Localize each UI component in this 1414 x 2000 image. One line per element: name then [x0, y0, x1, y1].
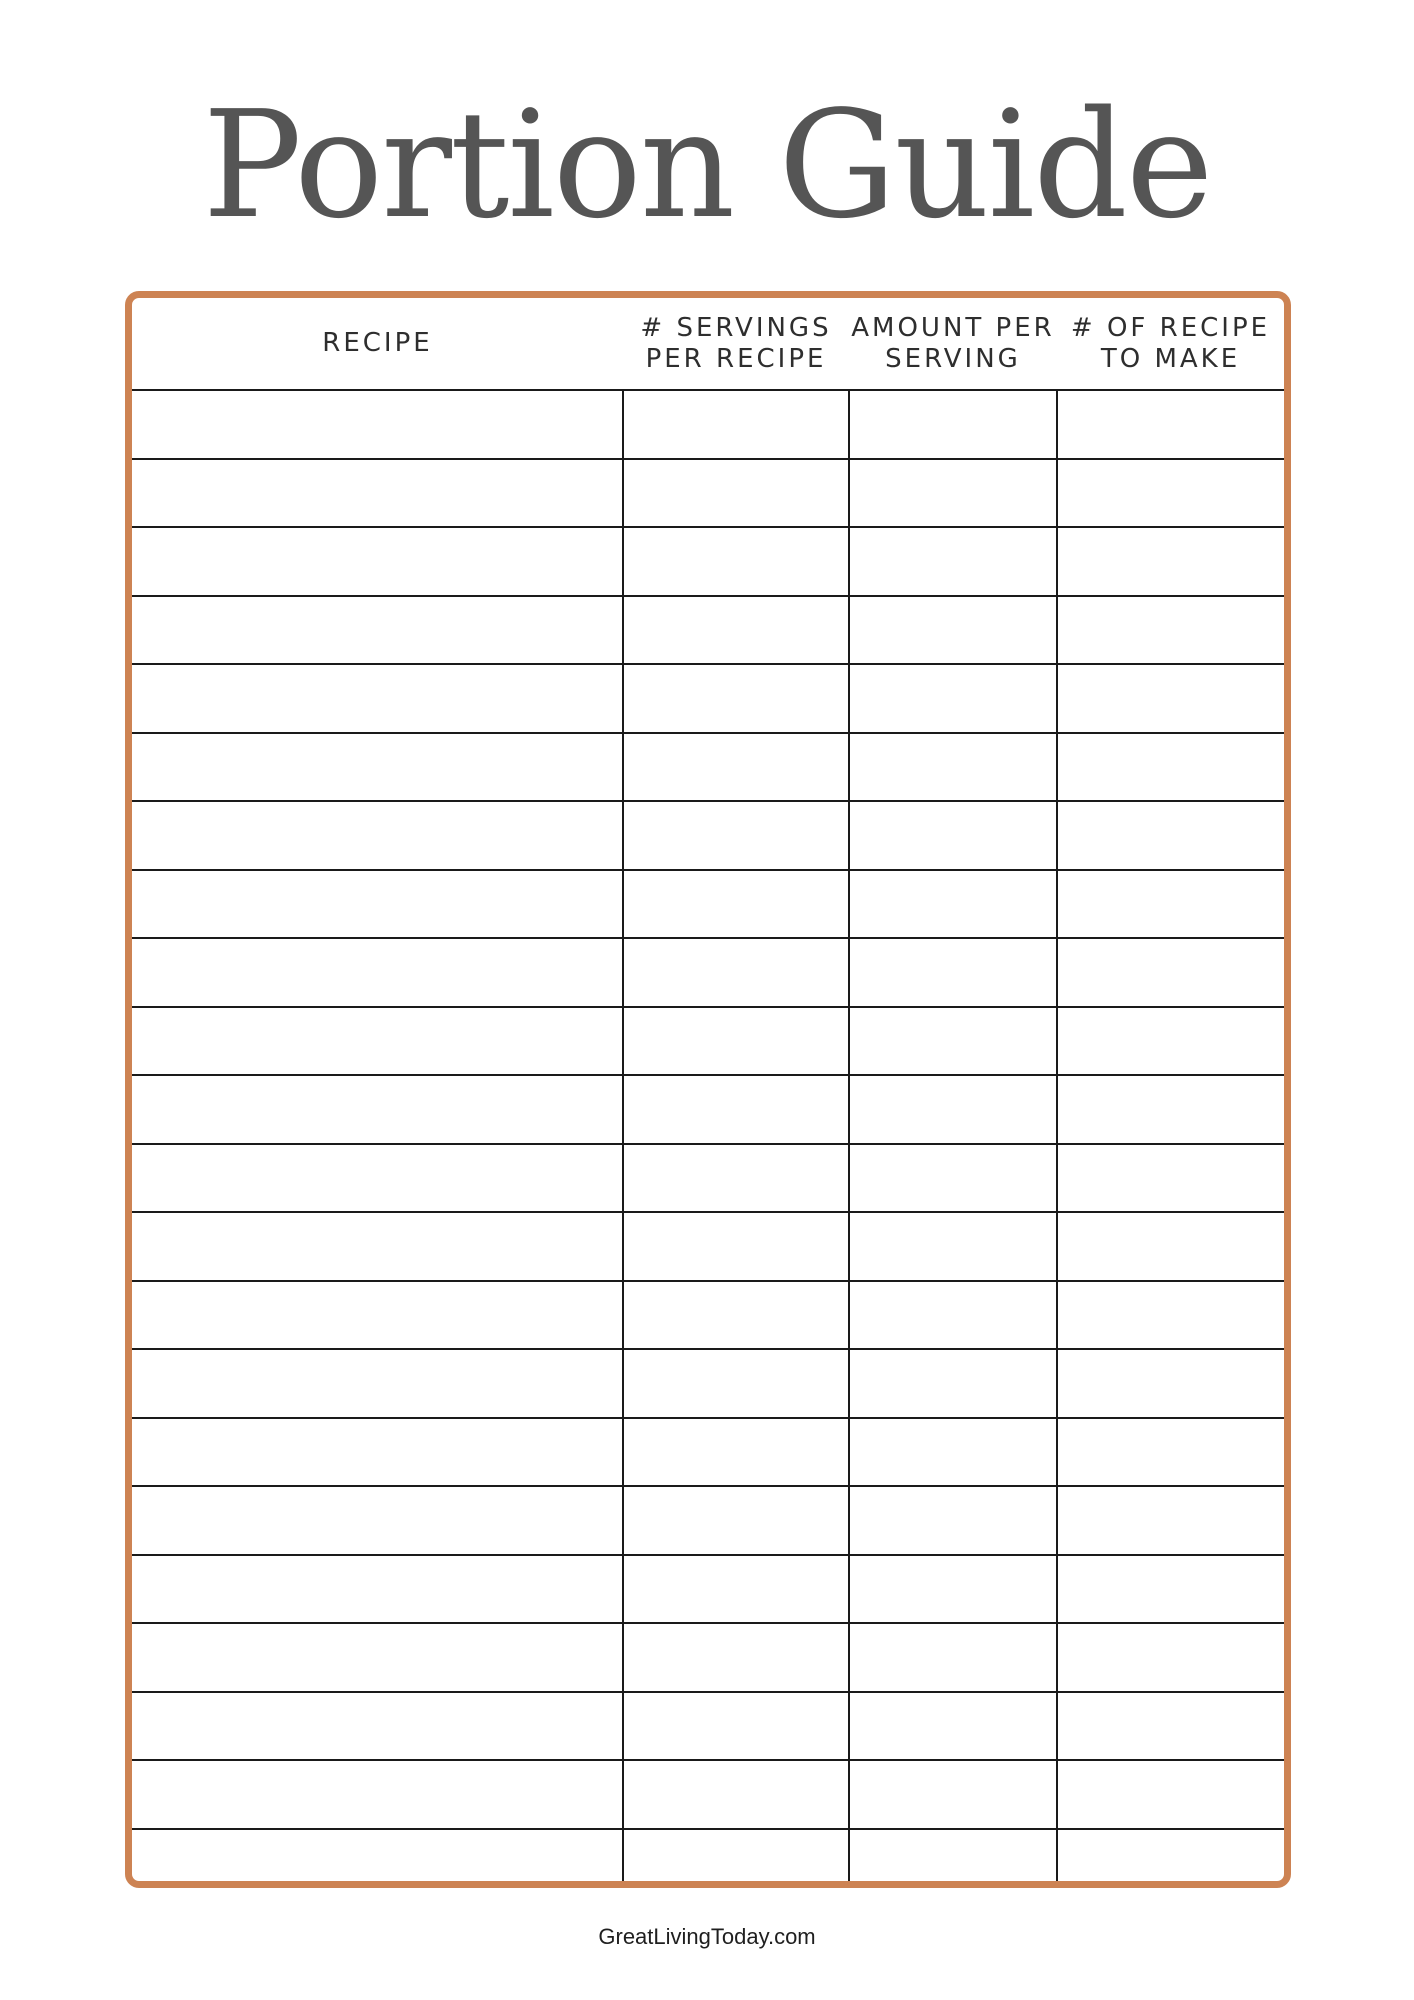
cell-servings-per-recipe[interactable] [623, 1075, 849, 1144]
portion-table-frame [125, 291, 1291, 1888]
cell-amount-per-serving[interactable] [849, 390, 1057, 459]
cell-recipes-to-make[interactable] [1057, 870, 1284, 939]
header-recipe [132, 298, 623, 390]
cell-servings-per-recipe[interactable] [623, 1144, 849, 1213]
cell-recipes-to-make[interactable] [1057, 390, 1284, 459]
cell-amount-per-serving[interactable] [849, 596, 1057, 665]
cell-recipe[interactable] [132, 390, 623, 459]
cell-recipes-to-make[interactable] [1057, 1144, 1284, 1213]
cell-servings-per-recipe[interactable] [623, 390, 849, 459]
cell-recipe[interactable] [132, 1486, 623, 1555]
header-make-line1: # OF RECIPE [1070, 312, 1271, 343]
cell-amount-per-serving[interactable] [849, 1007, 1057, 1076]
cell-recipes-to-make[interactable] [1057, 1692, 1284, 1761]
cell-servings-per-recipe[interactable] [623, 1829, 849, 1889]
cell-recipe[interactable] [132, 1418, 623, 1487]
cell-recipe[interactable] [132, 527, 623, 596]
cell-recipes-to-make[interactable] [1057, 1829, 1284, 1889]
cell-recipes-to-make[interactable] [1057, 1623, 1284, 1692]
table-row [132, 1281, 1284, 1350]
cell-recipe[interactable] [132, 1829, 623, 1889]
cell-amount-per-serving[interactable] [849, 1623, 1057, 1692]
cell-servings-per-recipe[interactable] [623, 527, 849, 596]
cell-amount-per-serving[interactable] [849, 938, 1057, 1007]
cell-recipe[interactable] [132, 1007, 623, 1076]
cell-recipe[interactable] [132, 1144, 623, 1213]
header-amount-line1: AMOUNT PER [851, 312, 1055, 343]
cell-servings-per-recipe[interactable] [623, 664, 849, 733]
cell-servings-per-recipe[interactable] [623, 1007, 849, 1076]
table-row [132, 1075, 1284, 1144]
table-row [132, 733, 1284, 802]
cell-amount-per-serving[interactable] [849, 870, 1057, 939]
cell-servings-per-recipe[interactable] [623, 1212, 849, 1281]
cell-recipe[interactable] [132, 1760, 623, 1829]
table-body [132, 390, 1284, 1888]
cell-servings-per-recipe[interactable] [623, 459, 849, 528]
table-header-row [132, 298, 1284, 390]
table-row [132, 664, 1284, 733]
table-row [132, 459, 1284, 528]
cell-servings-per-recipe[interactable] [623, 1692, 849, 1761]
cell-recipes-to-make[interactable] [1057, 1212, 1284, 1281]
page-title: Portion Guide [202, 79, 1212, 251]
table-row [132, 938, 1284, 1007]
header-recipe-line1: RECIPE [322, 328, 433, 358]
table-row [132, 1144, 1284, 1213]
cell-recipe[interactable] [132, 801, 623, 870]
cell-servings-per-recipe[interactable] [623, 1623, 849, 1692]
table-row [132, 390, 1284, 459]
cell-recipe[interactable] [132, 938, 623, 1007]
table-row [132, 527, 1284, 596]
cell-recipes-to-make[interactable] [1057, 459, 1284, 528]
cell-recipe[interactable] [132, 664, 623, 733]
footer-website: GreatLivingToday.com [598, 1924, 816, 1949]
table-row [132, 1418, 1284, 1487]
cell-recipe[interactable] [132, 1281, 623, 1350]
cell-amount-per-serving[interactable] [849, 1486, 1057, 1555]
cell-recipes-to-make[interactable] [1057, 938, 1284, 1007]
table-row [132, 801, 1284, 870]
cell-recipes-to-make[interactable] [1057, 596, 1284, 665]
cell-amount-per-serving[interactable] [849, 1829, 1057, 1889]
table-row [132, 870, 1284, 939]
cell-recipe[interactable] [132, 1623, 623, 1692]
cell-amount-per-serving[interactable] [849, 1555, 1057, 1624]
cell-recipes-to-make[interactable] [1057, 1760, 1284, 1829]
cell-recipe[interactable] [132, 1349, 623, 1418]
cell-servings-per-recipe[interactable] [623, 1418, 849, 1487]
cell-amount-per-serving[interactable] [849, 733, 1057, 802]
cell-servings-per-recipe[interactable] [623, 938, 849, 1007]
table-row [132, 1349, 1284, 1418]
cell-amount-per-serving[interactable] [849, 1075, 1057, 1144]
cell-amount-per-serving[interactable] [849, 664, 1057, 733]
cell-recipes-to-make[interactable] [1057, 1281, 1284, 1350]
cell-servings-per-recipe[interactable] [623, 1486, 849, 1555]
cell-servings-per-recipe[interactable] [623, 870, 849, 939]
cell-recipe[interactable] [132, 733, 623, 802]
header-recipes-to-make [1057, 298, 1284, 390]
cell-recipe[interactable] [132, 1075, 623, 1144]
cell-recipes-to-make[interactable] [1057, 1486, 1284, 1555]
cell-servings-per-recipe[interactable] [623, 1555, 849, 1624]
cell-amount-per-serving[interactable] [849, 1692, 1057, 1761]
cell-recipes-to-make[interactable] [1057, 527, 1284, 596]
cell-amount-per-serving[interactable] [849, 1760, 1057, 1829]
cell-recipes-to-make[interactable] [1057, 801, 1284, 870]
cell-servings-per-recipe[interactable] [623, 1281, 849, 1350]
cell-amount-per-serving[interactable] [849, 1212, 1057, 1281]
cell-recipes-to-make[interactable] [1057, 1007, 1284, 1076]
cell-recipes-to-make[interactable] [1057, 733, 1284, 802]
cell-recipes-to-make[interactable] [1057, 1555, 1284, 1624]
table-row [132, 1692, 1284, 1761]
cell-servings-per-recipe[interactable] [623, 596, 849, 665]
table-row [132, 1760, 1284, 1829]
cell-amount-per-serving[interactable] [849, 801, 1057, 870]
table-row [132, 1212, 1284, 1281]
cell-servings-per-recipe[interactable] [623, 1760, 849, 1829]
table-row [132, 1829, 1284, 1889]
cell-amount-per-serving[interactable] [849, 1418, 1057, 1487]
cell-recipe[interactable] [132, 459, 623, 528]
cell-servings-per-recipe[interactable] [623, 733, 849, 802]
header-servings-line1: # SERVINGS [640, 312, 832, 343]
portion-table [132, 298, 1284, 1888]
header-make-line2: TO MAKE [1100, 343, 1241, 374]
cell-recipe[interactable] [132, 596, 623, 665]
cell-recipe[interactable] [132, 870, 623, 939]
header-amount-line2: SERVING [885, 343, 1021, 374]
cell-recipes-to-make[interactable] [1057, 664, 1284, 733]
table-row [132, 1623, 1284, 1692]
table-row [132, 1007, 1284, 1076]
table-row [132, 1555, 1284, 1624]
header-amount-per-serving [849, 298, 1057, 390]
cell-amount-per-serving[interactable] [849, 1144, 1057, 1213]
cell-amount-per-serving[interactable] [849, 459, 1057, 528]
cell-servings-per-recipe[interactable] [623, 801, 849, 870]
cell-amount-per-serving[interactable] [849, 1281, 1057, 1350]
cell-recipe[interactable] [132, 1212, 623, 1281]
cell-amount-per-serving[interactable] [849, 527, 1057, 596]
cell-recipes-to-make[interactable] [1057, 1418, 1284, 1487]
cell-amount-per-serving[interactable] [849, 1349, 1057, 1418]
cell-recipes-to-make[interactable] [1057, 1075, 1284, 1144]
cell-recipe[interactable] [132, 1555, 623, 1624]
cell-recipes-to-make[interactable] [1057, 1349, 1284, 1418]
cell-recipe[interactable] [132, 1692, 623, 1761]
cell-servings-per-recipe[interactable] [623, 1349, 849, 1418]
header-servings-per-recipe [623, 298, 849, 390]
header-servings-line2: PER RECIPE [645, 343, 827, 374]
table-row [132, 596, 1284, 665]
table-row [132, 1486, 1284, 1555]
